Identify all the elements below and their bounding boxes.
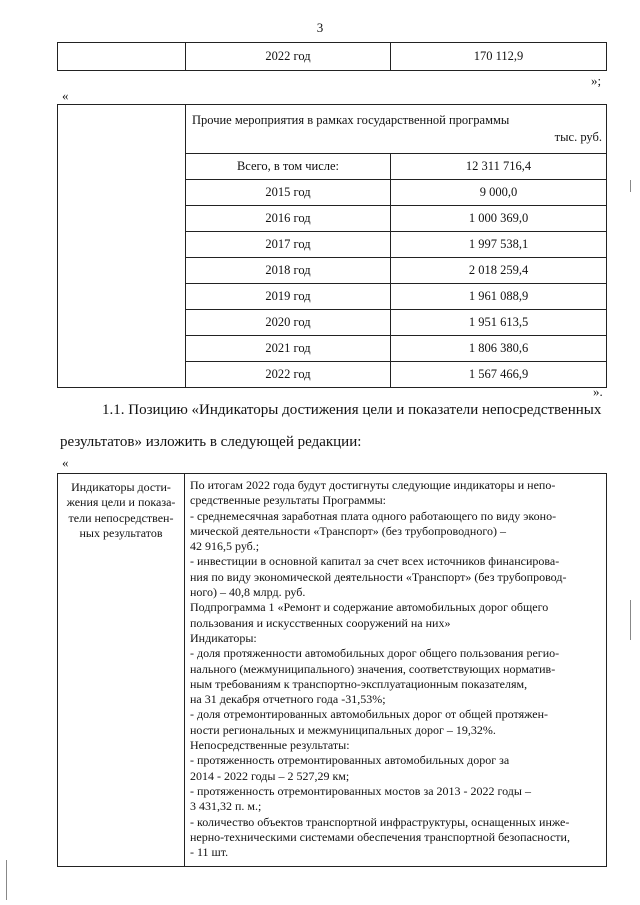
row-label: 2022 год bbox=[186, 362, 391, 388]
empty-cell bbox=[58, 105, 186, 388]
unit-label: тыс. руб. bbox=[554, 130, 602, 144]
row-value: 1 961 088,9 bbox=[391, 284, 607, 310]
row-label: 2016 год bbox=[186, 206, 391, 232]
scan-mark bbox=[6, 860, 7, 900]
content-line: - количество объектов транспортной инфраструктуры, оснащенных инже- bbox=[190, 814, 570, 829]
content-line: мической деятельности «Транспорт» (без трубопроводного) – bbox=[190, 523, 506, 538]
indicators-table bbox=[57, 473, 607, 867]
amendment-paragraph bbox=[60, 394, 610, 458]
row-label: 2017 год bbox=[186, 232, 391, 258]
content-line: ния по виду экономической деятельности «Транспорт» (без трубопровод- bbox=[190, 569, 567, 584]
row-label: 2021 год bbox=[186, 336, 391, 362]
label-line: Индикаторы дости- bbox=[71, 480, 171, 494]
content-line: ным требованиям к транспортно-эксплуатационным показателям, bbox=[190, 676, 528, 691]
content-line: средственные результаты Программы: bbox=[190, 493, 386, 508]
content-line: 2014 - 2022 годы – 2 527,29 км; bbox=[190, 768, 350, 783]
row-value: 1 567 466,9 bbox=[391, 362, 607, 388]
row-label: 2018 год bbox=[186, 258, 391, 284]
content-line: 3 431,32 п. м.; bbox=[190, 799, 262, 814]
table-row bbox=[58, 105, 607, 154]
row-value: 1 806 380,6 bbox=[391, 336, 607, 362]
content-line: Индикаторы: bbox=[190, 630, 257, 645]
indicators-content-cell bbox=[185, 474, 607, 867]
paragraph-line: 1.1. Позицию «Индикаторы достижения цели и показатели непосредственных bbox=[102, 402, 602, 418]
value-cell: 170 112,9 bbox=[391, 43, 607, 71]
content-line: По итогам 2022 года будут достигнуты следующие индикаторы и непо- bbox=[190, 478, 556, 492]
label-line: ных результатов bbox=[79, 525, 163, 540]
content-line: ности региональных и межмуниципальных дорог – 19,32%. bbox=[190, 722, 496, 737]
program-table bbox=[57, 104, 607, 388]
row-value: 1 951 613,5 bbox=[391, 310, 607, 336]
content-line: - доля отремонтированных автомобильных дорог от общей протяжен- bbox=[190, 707, 549, 722]
empty-cell bbox=[58, 43, 186, 71]
page-number: 3 bbox=[316, 20, 324, 35]
content-line: нального (межмуниципального) значения, соответствующих норматив- bbox=[190, 661, 556, 676]
program-title: Прочие мероприятия в рамках государственной программы bbox=[192, 113, 510, 127]
content-line: Непосредственные результаты: bbox=[190, 738, 350, 753]
closing-quote: ». bbox=[593, 384, 603, 399]
label-line: тели непосредствен- bbox=[68, 510, 174, 525]
content-line: нерно-техническими системами обеспечения транспортной безопасности, bbox=[190, 829, 570, 844]
scan-mark bbox=[630, 180, 631, 192]
content-line: пользования и искусственных сооружений на них» bbox=[190, 615, 451, 630]
opening-quote: « bbox=[62, 455, 69, 470]
row-value: 1 000 369,0 bbox=[391, 206, 607, 232]
row-label: Всего, в том числе: bbox=[186, 154, 391, 180]
content-line: на 31 декабря отчетного года -31,53%; bbox=[190, 692, 386, 707]
content-line: Подпрограмма 1 «Ремонт и содержание автомобильных дорог общего bbox=[190, 600, 549, 615]
content-line: ного) – 40,8 млрд. руб. bbox=[190, 585, 306, 600]
content-line: - протяженность отремонтированных автомобильных дорог за bbox=[190, 753, 510, 768]
content-line: 42 916,5 руб.; bbox=[190, 539, 260, 554]
content-line: - доля протяженности автомобильных дорог общего пользования регио- bbox=[190, 646, 560, 661]
table-row bbox=[58, 43, 607, 71]
year-cell: 2022 год bbox=[186, 43, 391, 71]
closing-quote: »; bbox=[591, 73, 602, 88]
table-row bbox=[58, 474, 607, 867]
top-table bbox=[57, 42, 607, 71]
program-title-cell bbox=[186, 105, 607, 154]
content-line: - среднемесячная заработная плата одного работающего по виду эконо- bbox=[190, 508, 557, 523]
content-line: - инвестиции в основной капитал за счет всех источников финансирова- bbox=[190, 554, 560, 569]
row-value: 1 997 538,1 bbox=[391, 232, 607, 258]
row-label: 2020 год bbox=[186, 310, 391, 336]
row-value: 2 018 259,4 bbox=[391, 258, 607, 284]
row-label: 2015 год bbox=[186, 180, 391, 206]
opening-quote: « bbox=[62, 88, 69, 103]
row-value: 9 000,0 bbox=[391, 180, 607, 206]
indicators-label-cell bbox=[58, 474, 185, 867]
paragraph-line: результатов» изложить в следующей редакции: bbox=[60, 434, 362, 450]
row-label: 2019 год bbox=[186, 284, 391, 310]
scan-mark bbox=[630, 600, 631, 640]
content-line: - 11 шт. bbox=[190, 845, 229, 860]
content-line: - протяженность отремонтированных мостов за 2013 - 2022 годы – bbox=[190, 783, 531, 798]
row-value: 12 311 716,4 bbox=[391, 154, 607, 180]
label-line: жения цели и показа- bbox=[66, 495, 176, 510]
